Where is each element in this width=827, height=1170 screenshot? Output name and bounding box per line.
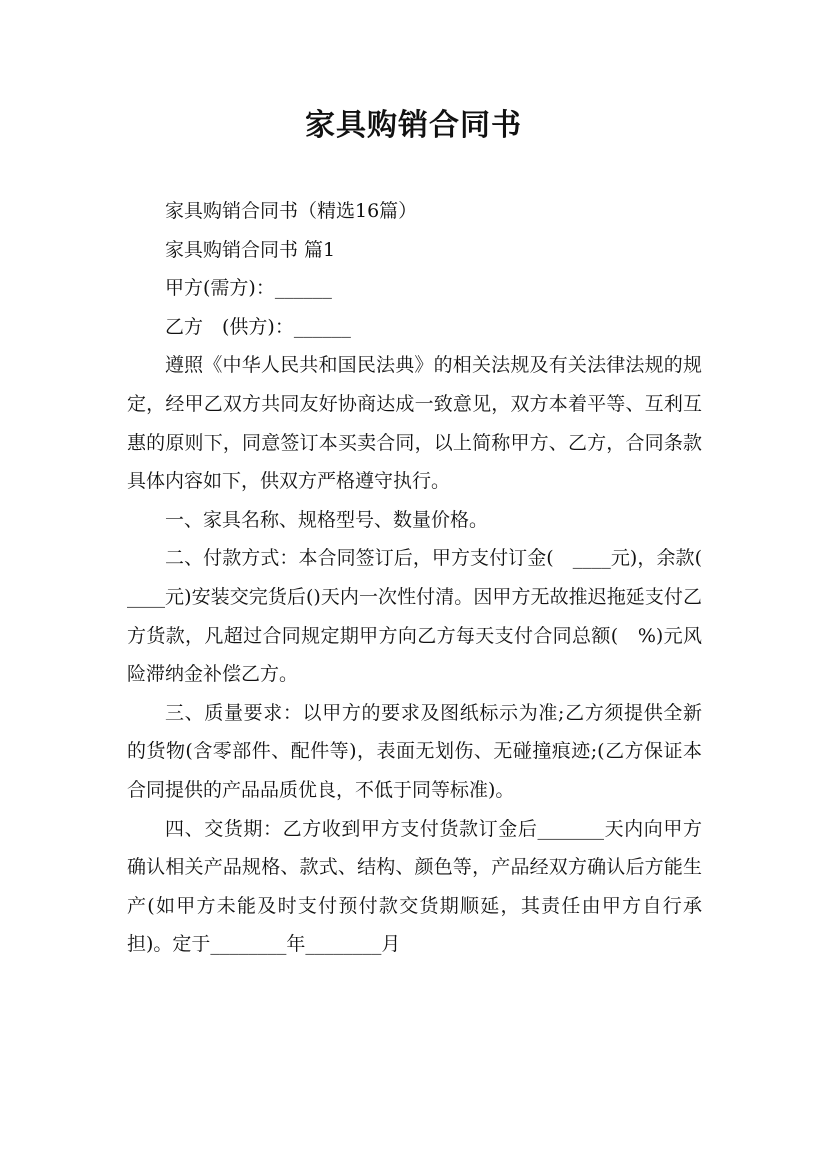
paragraph-clause-2: 二、付款方式：本合同签订后，甲方支付订金( ____元)，余款( ____元)安装交完货后()天内一次性付清。因甲方无故推迟拖延支付乙方货款，凡超过合同规定期甲方向乙方每天支付合同总额( %)元风险滞纳金补偿乙方。 bbox=[127, 547, 722, 686]
paragraph-preamble: 遵照《中华人民共和国民法典》的相关法规及有关法律法规的规定，经甲乙双方共同友好协商达成一致意见，双方本着平等、互利互惠的原则下，同意签订本买卖合同，以上简称甲方、乙方，合同条款具体内容如下，供双方严格遵守执行。 bbox=[127, 354, 702, 493]
paragraph-clause-4: 四、交货期：乙方收到甲方支付货款订金后_______天内向甲方确认相关产品规格、款式、结构、颜色等，产品经双方确认后方能生产(如甲方未能及时支付预付款交货期顺延，其责任由甲方自行承担)。定于________年________月 bbox=[127, 817, 702, 956]
paragraph-party-a: 甲方(需方)：______ bbox=[165, 277, 332, 300]
paragraph-heading: 家具购销合同书（精选16篇） bbox=[165, 200, 418, 222]
paragraph-party-b: 乙方 (供方)：______ bbox=[165, 315, 351, 338]
paragraph-clause-3: 三、质量要求：以甲方的要求及图纸标示为准;乙方须提供全新的货物(含零部件、配件等)，表面无划伤、无碰撞痕迹;(乙方保证本合同提供的产品品质优良，不低于同等标准)。 bbox=[127, 701, 702, 801]
document-title: 家具购销合同书 bbox=[305, 108, 522, 143]
paragraph-section-title: 家具购销合同书 篇1 bbox=[165, 238, 336, 261]
paragraph-clause-1: 一、家具名称、规格型号、数量价格。 bbox=[165, 508, 489, 531]
document-body bbox=[127, 192, 722, 964]
